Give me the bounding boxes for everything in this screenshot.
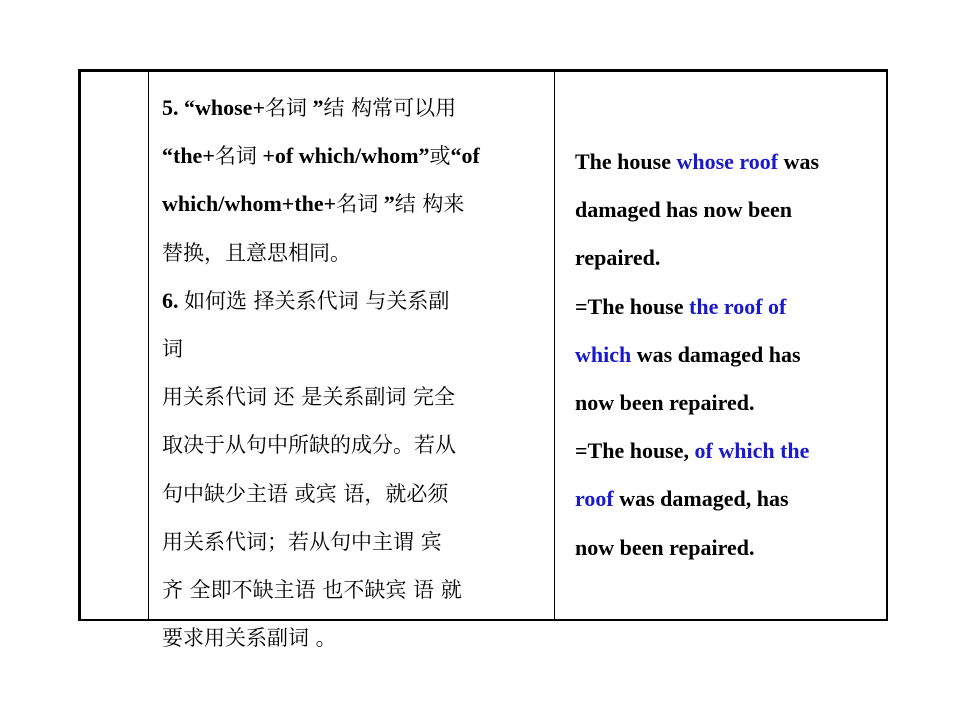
- text-segment: =The house: [575, 293, 690, 319]
- text-segment: 结 构来: [394, 192, 465, 217]
- text-segment: ”: [378, 191, 395, 217]
- example-line: [575, 186, 885, 234]
- explanation-line: [162, 325, 552, 373]
- explanation-line: [162, 470, 552, 518]
- example-sentences-cell: [575, 138, 885, 572]
- text-segment: 取决于从句中所缺的成分。若从: [162, 433, 456, 458]
- explanation-line: [162, 229, 552, 277]
- text-segment: 齐 全即不缺主语 也不缺宾 语 就: [162, 577, 462, 602]
- text-segment: 名词: [214, 144, 257, 169]
- text-segment: “the+: [162, 143, 215, 169]
- text-segment: now been repaired.: [575, 389, 755, 415]
- text-segment: was damaged has: [631, 341, 801, 367]
- example-line: [575, 524, 885, 572]
- highlighted-phrase: which: [575, 341, 632, 367]
- text-segment: 名词: [336, 192, 379, 217]
- text-segment: 句中缺少主语 或宾 语，就必须: [162, 481, 449, 506]
- example-line: [575, 138, 885, 186]
- text-segment: ”: [307, 95, 324, 120]
- explanation-line: [162, 518, 552, 566]
- text-segment: 如何选 择关系代词 与关系副: [184, 288, 450, 313]
- grammar-explanation-cell: [162, 84, 552, 662]
- highlighted-phrase: roof: [575, 486, 614, 512]
- highlighted-phrase: of which the: [694, 438, 810, 464]
- text-segment: was: [778, 149, 820, 174]
- text-segment: The house: [575, 149, 677, 174]
- text-segment: 6.: [162, 287, 184, 313]
- text-segment: 名词: [265, 96, 307, 120]
- text-segment: repaired.: [575, 245, 661, 271]
- explanation-line: [162, 132, 552, 180]
- explanation-line: [162, 614, 552, 662]
- text-segment: damaged has now been: [575, 197, 792, 223]
- example-line: [575, 331, 885, 379]
- explanation-line: [162, 421, 552, 469]
- column-divider-left: [148, 70, 149, 621]
- text-segment: 用关系代词；若从句中主谓 宾: [162, 529, 442, 554]
- text-segment: +of which/whom”: [256, 143, 430, 169]
- text-segment: 结 构常可以用: [323, 96, 457, 120]
- highlighted-phrase: the roof of: [689, 293, 787, 319]
- explanation-line: [162, 566, 552, 614]
- column-divider-right: [554, 70, 555, 621]
- text-segment: 用关系代词 还 是关系副词 完全: [162, 385, 456, 410]
- text-segment: 要求用关系副词 。: [162, 626, 337, 651]
- explanation-line: [162, 180, 552, 228]
- example-line: [575, 283, 885, 331]
- text-segment: 5. “whose+: [162, 95, 265, 120]
- text-segment: =The house,: [575, 438, 695, 464]
- example-line: [575, 379, 885, 427]
- text-segment: 词: [162, 336, 183, 361]
- highlighted-phrase: whose roof: [676, 149, 779, 174]
- explanation-line: [162, 84, 552, 132]
- text-segment: was damaged, has: [613, 486, 789, 512]
- text-segment: 或: [429, 144, 451, 169]
- text-segment: 替换，且意思相同。: [162, 240, 351, 265]
- text-segment: “of: [450, 143, 480, 169]
- explanation-line: [162, 373, 552, 421]
- explanation-line: [162, 277, 552, 325]
- example-line: [575, 234, 885, 282]
- text-segment: now been repaired.: [575, 534, 755, 560]
- example-line: [575, 475, 885, 523]
- example-line: [575, 427, 885, 475]
- text-segment: which/whom+the+: [162, 191, 337, 217]
